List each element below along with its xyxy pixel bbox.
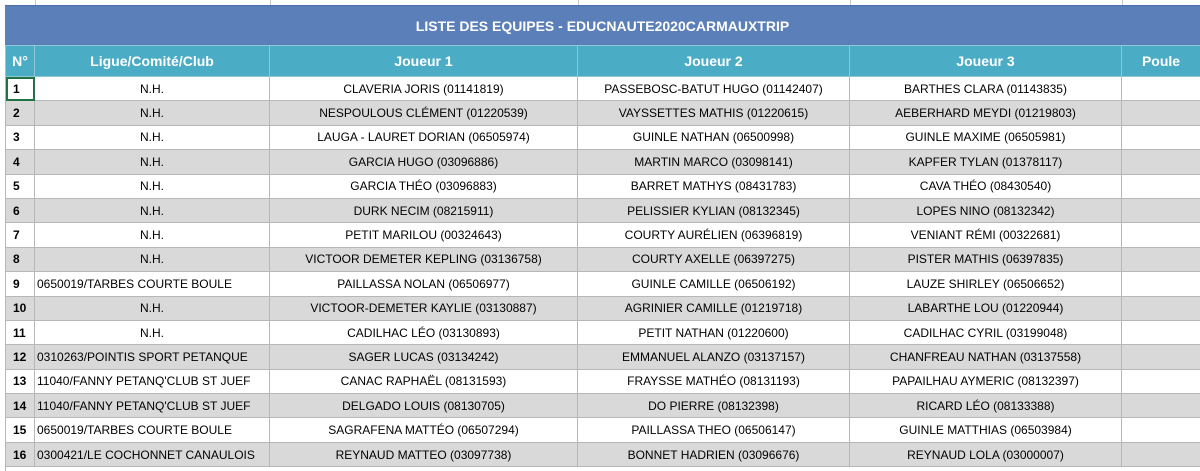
player2-cell[interactable]: BONNET HADRIEN (03096676) (578, 442, 850, 466)
row-number-cell[interactable]: 4 (6, 150, 35, 174)
header-player3[interactable]: Joueur 3 (850, 46, 1122, 77)
club-cell[interactable]: N.H. (35, 296, 270, 320)
player2-cell[interactable]: COURTY AXELLE (06397275) (578, 247, 850, 271)
player3-cell[interactable]: KAPFER TYLAN (01378117) (850, 150, 1122, 174)
poule-cell[interactable] (1122, 394, 1200, 418)
player2-cell[interactable]: PAILLASSA THEO (06506147) (578, 418, 850, 442)
header-player2[interactable]: Joueur 2 (578, 46, 850, 77)
table-row (6, 272, 1200, 296)
header-player1[interactable]: Joueur 1 (270, 46, 578, 77)
club-cell[interactable]: N.H. (35, 223, 270, 247)
player3-cell[interactable]: REYNAUD LOLA (03000007) (850, 442, 1122, 466)
row-number-cell[interactable]: 16 (6, 442, 35, 466)
player1-cell[interactable]: CADILHAC LÉO (03130893) (270, 320, 578, 344)
player3-cell[interactable]: GUINLE MAXIME (06505981) (850, 125, 1122, 149)
row-number-cell[interactable]: 14 (6, 394, 35, 418)
player1-cell[interactable]: REYNAUD MATTEO (03097738) (270, 442, 578, 466)
player1-cell[interactable]: GARCIA THÉO (03096883) (270, 174, 578, 198)
table-row (6, 442, 1200, 466)
player1-cell[interactable]: VICTOOR DEMETER KEPLING (03136758) (270, 247, 578, 271)
row-number-cell[interactable]: 7 (6, 223, 35, 247)
club-cell[interactable]: 0310263/POINTIS SPORT PETANQUE (35, 345, 270, 369)
player3-cell[interactable]: LOPES NINO (08132342) (850, 198, 1122, 222)
player2-cell[interactable]: FRAYSSE MATHÉO (08131193) (578, 369, 850, 393)
player3-cell[interactable]: BARTHES CLARA (01143835) (850, 77, 1122, 101)
row-number-cell[interactable]: 10 (6, 296, 35, 320)
table-row (6, 296, 1200, 320)
club-cell[interactable]: 11040/FANNY PETANQ'CLUB ST JUEF (35, 394, 270, 418)
row-number-cell[interactable]: 8 (6, 247, 35, 271)
poule-cell[interactable] (1122, 442, 1200, 466)
sheet-title[interactable]: LISTE DES EQUIPES - EDUCNAUTE2020CARMAUXTRIP (5, 5, 1200, 45)
player2-cell[interactable]: GUINLE NATHAN (06500998) (578, 125, 850, 149)
player2-cell[interactable]: DO PIERRE (08132398) (578, 394, 850, 418)
table-row (6, 125, 1200, 149)
player1-cell[interactable]: PAILLASSA NOLAN (06506977) (270, 272, 578, 296)
player1-cell[interactable]: PETIT MARILOU (00324643) (270, 223, 578, 247)
player3-cell[interactable]: PISTER MATHIS (06397835) (850, 247, 1122, 271)
poule-cell[interactable] (1122, 247, 1200, 271)
player3-cell[interactable]: RICARD LÉO (08133388) (850, 394, 1122, 418)
row-number-cell[interactable]: 9 (6, 272, 35, 296)
poule-cell[interactable] (1122, 272, 1200, 296)
poule-cell[interactable] (1122, 198, 1200, 222)
row-number-cell[interactable]: 15 (6, 418, 35, 442)
club-cell[interactable]: N.H. (35, 125, 270, 149)
poule-cell[interactable] (1122, 101, 1200, 125)
player2-cell[interactable]: GUINLE CAMILLE (06506192) (578, 272, 850, 296)
poule-cell[interactable] (1122, 296, 1200, 320)
player3-cell[interactable]: CADILHAC CYRIL (03199048) (850, 320, 1122, 344)
player1-cell[interactable]: LAUGA - LAURET DORIAN (06505974) (270, 125, 578, 149)
row-number-cell[interactable]: 11 (6, 320, 35, 344)
poule-cell[interactable] (1122, 345, 1200, 369)
player1-cell[interactable]: CLAVERIA JORIS (01141819) (270, 77, 578, 101)
club-cell[interactable]: N.H. (35, 174, 270, 198)
player3-cell[interactable]: AEBERHARD MEYDI (01219803) (850, 101, 1122, 125)
player2-cell[interactable]: EMMANUEL ALANZO (03137157) (578, 345, 850, 369)
header-num[interactable]: N° (6, 46, 35, 77)
table-row (6, 320, 1200, 344)
player3-cell[interactable]: LABARTHE LOU (01220944) (850, 296, 1122, 320)
table-row (6, 369, 1200, 393)
club-cell[interactable]: 0650019/TARBES COURTE BOULE (35, 418, 270, 442)
player1-cell[interactable]: SAGRAFENA MATTÉO (06507294) (270, 418, 578, 442)
player2-cell[interactable]: COURTY AURÉLIEN (06396819) (578, 223, 850, 247)
row-number-cell[interactable]: 1 (6, 77, 35, 101)
club-cell[interactable]: N.H. (35, 150, 270, 174)
table-row (6, 394, 1200, 418)
player1-cell[interactable]: SAGER LUCAS (03134242) (270, 345, 578, 369)
poule-cell[interactable] (1122, 77, 1200, 101)
row-number-cell[interactable]: 5 (6, 174, 35, 198)
row-number-cell[interactable]: 2 (6, 101, 35, 125)
player2-cell[interactable]: PETIT NATHAN (01220600) (578, 320, 850, 344)
table-body (6, 77, 1200, 467)
table-row (6, 223, 1200, 247)
table-row (6, 150, 1200, 174)
player3-cell[interactable]: PAPAILHAU AYMERIC (08132397) (850, 369, 1122, 393)
row-number-cell[interactable]: 12 (6, 345, 35, 369)
club-cell[interactable]: N.H. (35, 320, 270, 344)
club-cell[interactable]: 0650019/TARBES COURTE BOULE (35, 272, 270, 296)
row-number-cell[interactable]: 13 (6, 369, 35, 393)
table-row (6, 77, 1200, 101)
table-row (6, 174, 1200, 198)
poule-cell[interactable] (1122, 320, 1200, 344)
player3-cell[interactable]: LAUZE SHIRLEY (06506652) (850, 272, 1122, 296)
table-row (6, 345, 1200, 369)
player2-cell[interactable]: AGRINIER CAMILLE (01219718) (578, 296, 850, 320)
player1-cell[interactable]: NESPOULOUS CLÉMENT (01220539) (270, 101, 578, 125)
club-cell[interactable]: N.H. (35, 247, 270, 271)
player1-cell[interactable]: GARCIA HUGO (03096886) (270, 150, 578, 174)
header-row (6, 46, 1200, 77)
poule-cell[interactable] (1122, 369, 1200, 393)
club-cell[interactable]: N.H. (35, 198, 270, 222)
row-number-cell[interactable]: 6 (6, 198, 35, 222)
table-row (6, 198, 1200, 222)
player2-cell[interactable]: PASSEBOSC-BATUT HUGO (01142407) (578, 77, 850, 101)
club-cell[interactable]: N.H. (35, 77, 270, 101)
table-row (6, 418, 1200, 442)
club-cell[interactable]: 11040/FANNY PETANQ'CLUB ST JUEF (35, 369, 270, 393)
player1-cell[interactable]: DURK NECIM (08215911) (270, 198, 578, 222)
player3-cell[interactable]: GUINLE MATTHIAS (06503984) (850, 418, 1122, 442)
club-cell[interactable]: 0300421/LE COCHONNET CANAULOIS (35, 442, 270, 466)
poule-cell[interactable] (1122, 150, 1200, 174)
poule-cell[interactable] (1122, 223, 1200, 247)
header-poule[interactable]: Poule (1122, 46, 1200, 77)
player1-cell[interactable]: VICTOOR-DEMETER KAYLIE (03130887) (270, 296, 578, 320)
player3-cell[interactable]: VENIANT RÉMI (00322681) (850, 223, 1122, 247)
row-number-cell[interactable]: 3 (6, 125, 35, 149)
header-club[interactable]: Ligue/Comité/Club (35, 46, 270, 77)
poule-cell[interactable] (1122, 418, 1200, 442)
poule-cell[interactable] (1122, 174, 1200, 198)
player2-cell[interactable]: BARRET MATHYS (08431783) (578, 174, 850, 198)
club-cell[interactable]: N.H. (35, 101, 270, 125)
player1-cell[interactable]: DELGADO LOUIS (08130705) (270, 394, 578, 418)
player2-cell[interactable]: MARTIN MARCO (03098141) (578, 150, 850, 174)
player1-cell[interactable]: CANAC RAPHAËL (08131593) (270, 369, 578, 393)
player2-cell[interactable]: VAYSSETTES MATHIS (01220615) (578, 101, 850, 125)
table-row (6, 101, 1200, 125)
player3-cell[interactable]: CAVA THÉO (08430540) (850, 174, 1122, 198)
teams-table (5, 45, 1200, 467)
poule-cell[interactable] (1122, 125, 1200, 149)
table-row (6, 247, 1200, 271)
player3-cell[interactable]: CHANFREAU NATHAN (03137558) (850, 345, 1122, 369)
player2-cell[interactable]: PELISSIER KYLIAN (08132345) (578, 198, 850, 222)
